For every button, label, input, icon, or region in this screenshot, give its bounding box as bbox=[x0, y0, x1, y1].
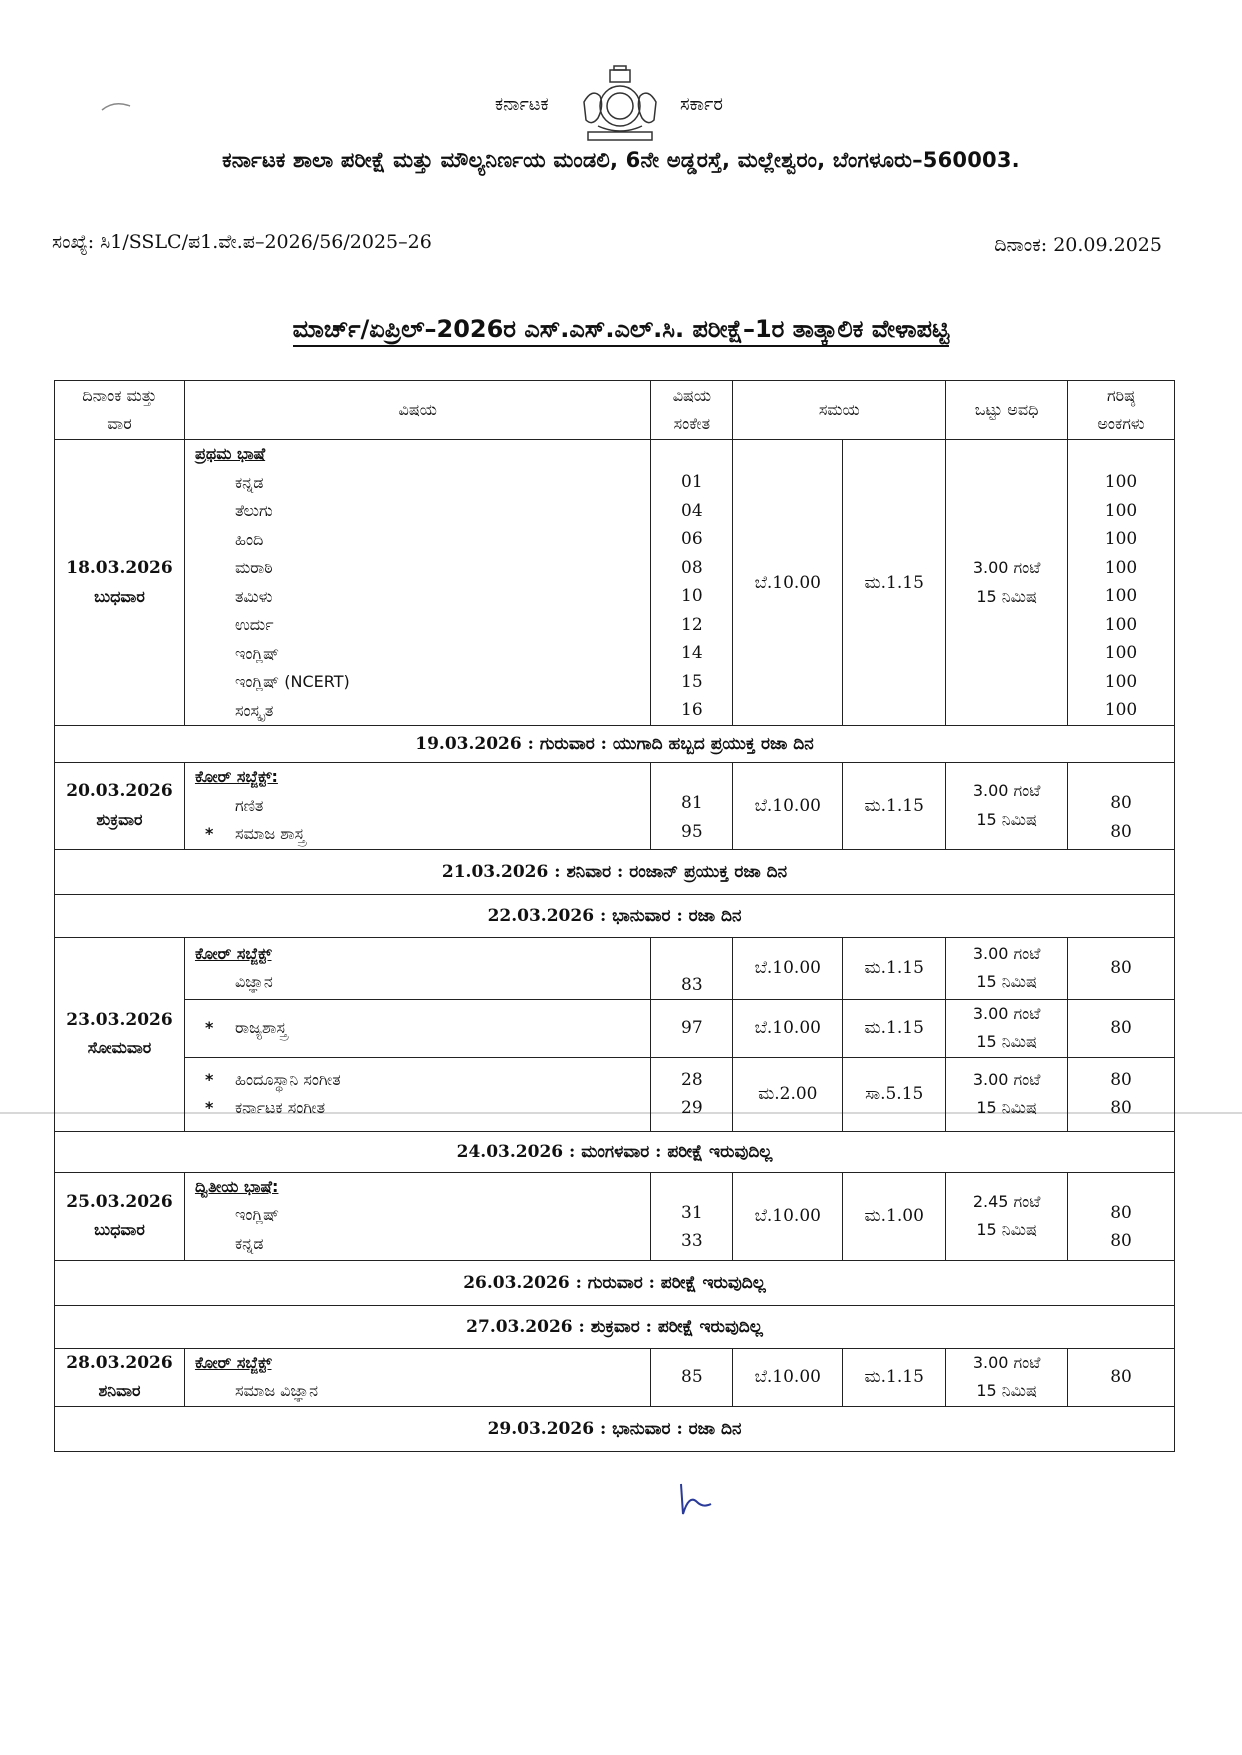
col-header-code: ವಿಷಯ ಸಂಕೇತ bbox=[651, 381, 733, 440]
signature-mark-icon bbox=[675, 1480, 715, 1520]
row-subject-cell: * ಹಿಂದೂಸ್ಥಾನಿ ಸಂಗೀತ * ಕರ್ನಾಟಕ ಸಂಗೀತ bbox=[184, 1057, 650, 1131]
row-end-time: ಮ.1.15 bbox=[843, 937, 946, 999]
row-start-time: ಬೆ.10.00 bbox=[733, 440, 843, 726]
col-header-subject: ವಿಷಯ bbox=[184, 381, 650, 440]
board-address: ಕರ್ನಾಟಕ ಶಾಲಾ ಪರೀಕ್ಷೆ ಮತ್ತು ಮೌಲ್ಯನಿರ್ಣಯ ಮಂಡಲಿ, 6ನೇ ಅಡ್ಡರಸ್ತೆ, ಮಲ್ಲೇಶ್ವರಂ, ಬೆಂಗಳೂರು–560003. bbox=[222, 148, 1020, 172]
row-code-cell: 83 bbox=[651, 937, 733, 999]
holiday-text: 27.03.2026 : ಶುಕ್ರವಾರ : ಪರೀಕ್ಷೆ ಇರುವುದಿಲ್ಲ bbox=[55, 1305, 1175, 1348]
row-date-cell: 25.03.2026 ಬುಧವಾರ bbox=[55, 1172, 185, 1260]
holiday-row bbox=[55, 1305, 1175, 1348]
row-marks-cell: 80 bbox=[1068, 999, 1175, 1057]
holiday-row bbox=[55, 849, 1175, 894]
holiday-text: 21.03.2026 : ಶನಿವಾರ : ರಂಜಾನ್ ಪ್ರಯುಕ್ತ ರಜಾ ದಿನ bbox=[55, 849, 1175, 894]
row-duration: 3.00 ಗಂಟೆ 15 ನಿಮಿಷ bbox=[946, 763, 1068, 850]
row-subject-cell: ಕೋರ್ ಸಬ್ಜೆಕ್ಟ್: ಗಣಿತ * ಸಮಾಜ ಶಾಸ್ತ್ರ bbox=[184, 763, 650, 850]
table-row bbox=[55, 440, 1175, 726]
col-header-time: ಸಮಯ bbox=[733, 381, 946, 440]
row-duration: 3.00 ಗಂಟೆ 15 ನಿಮಿಷ bbox=[946, 1348, 1068, 1406]
row-end-time: ಮ.1.15 bbox=[843, 999, 946, 1057]
page-title-text: ಮಾರ್ಚ್/ಏಪ್ರಿಲ್–2026ರ ಎಸ್.ಎಸ್.ಎಲ್.ಸಿ. ಪರೀಕ್ಷೆ–1ರ ತಾತ್ಕಾಲಿಕ ವೇಳಾಪಟ್ಟಿ bbox=[293, 315, 950, 347]
row-date-cell: 28.03.2026 ಶನಿವಾರ bbox=[55, 1348, 185, 1406]
row-marks-cell: 80 80 bbox=[1068, 763, 1175, 850]
row-subject-cell: ದ್ವಿತೀಯ ಭಾಷೆ: ಇಂಗ್ಲಿಷ್ ಕನ್ನಡ bbox=[184, 1172, 650, 1260]
col-header-max-marks: ಗರಿಷ್ಠ ಅಂಕಗಳು bbox=[1068, 381, 1175, 440]
holiday-row bbox=[55, 1260, 1175, 1305]
state-emblem-icon bbox=[574, 62, 666, 150]
row-subject-cell: ಕೋರ್ ಸಬ್ಜೆಕ್ಟ್ ವಿಜ್ಞಾನ bbox=[184, 937, 650, 999]
row-marks-cell: 80 80 bbox=[1068, 1057, 1175, 1131]
holiday-text: 29.03.2026 : ಭಾನುವಾರ : ರಜಾ ದಿನ bbox=[55, 1406, 1175, 1451]
table-row bbox=[55, 937, 1175, 999]
row-marks-cell: 80 80 bbox=[1068, 1172, 1175, 1260]
scan-mark-icon bbox=[100, 98, 134, 114]
row-start-time: ಬೆ.10.00 bbox=[733, 1172, 843, 1260]
col-header-duration: ಒಟ್ಟು ಅವಧಿ bbox=[946, 381, 1068, 440]
row-start-time: ಬೆ.10.00 bbox=[733, 763, 843, 850]
document-date: ದಿನಾಂಕ: 20.09.2025 bbox=[994, 234, 1162, 256]
row-code-cell: 28 29 bbox=[651, 1057, 733, 1131]
header-state-right: ಸರ್ಕಾರ bbox=[680, 94, 723, 115]
row-duration: 2.45 ಗಂಟೆ 15 ನಿಮಿಷ bbox=[946, 1172, 1068, 1260]
row-start-time: ಬೆ.10.00 bbox=[733, 937, 843, 999]
table-row bbox=[55, 1057, 1175, 1131]
row-date-cell: 23.03.2026 ಸೋಮವಾರ bbox=[55, 937, 185, 1131]
row-start-time: ಬೆ.10.00 bbox=[733, 1348, 843, 1406]
row-code-cell: 31 33 bbox=[651, 1172, 733, 1260]
row-end-time: ಸಾ.5.15 bbox=[843, 1057, 946, 1131]
table-header-row bbox=[55, 381, 1175, 440]
row-duration: 3.00 ಗಂಟೆ 15 ನಿಮಿಷ bbox=[946, 440, 1068, 726]
reference-number: ಸಂಖ್ಯೆ: ಸಿ1/SSLC/ಪ1.ವೇ.ಪ–2026/56/2025–26 bbox=[52, 231, 432, 253]
row-date-cell: 18.03.2026 ಬುಧವಾರ bbox=[55, 440, 185, 726]
row-end-time: ಮ.1.15 bbox=[843, 763, 946, 850]
row-end-time: ಮ.1.15 bbox=[843, 1348, 946, 1406]
row-code-cell: 81 95 bbox=[651, 763, 733, 850]
row-code-cell: 97 bbox=[651, 999, 733, 1057]
row-subject-cell: * ರಾಜ್ಯಶಾಸ್ತ್ರ bbox=[184, 999, 650, 1057]
page-title bbox=[0, 315, 1242, 343]
row-start-time: ಮ.2.00 bbox=[733, 1057, 843, 1131]
row-end-time: ಮ.1.00 bbox=[843, 1172, 946, 1260]
row-code-cell: 01 04 06 08 10 12 14 15 16 bbox=[651, 440, 733, 726]
holiday-text: 22.03.2026 : ಭಾನುವಾರ : ರಜಾ ದಿನ bbox=[55, 894, 1175, 937]
row-duration: 3.00 ಗಂಟೆ 15 ನಿಮಿಷ bbox=[946, 1057, 1068, 1131]
row-subject-cell: ಪ್ರಥಮ ಭಾಷೆ ಕನ್ನಡ ತೆಲುಗು ಹಿಂದಿ ಮರಾಠಿ ತಮಿಳು ಉರ್ದು ಇಂಗ್ಲಿಷ್ ಇಂಗ್ಲಿಷ್ (NCERT) ಸಂಸ್ಕೃತ bbox=[184, 440, 650, 726]
row-duration: 3.00 ಗಂಟೆ 15 ನಿಮಿಷ bbox=[946, 999, 1068, 1057]
row-start-time: ಬೆ.10.00 bbox=[733, 999, 843, 1057]
table-row bbox=[55, 763, 1175, 850]
col-header-date-day: ದಿನಾಂಕ ಮತ್ತು ವಾರ bbox=[55, 381, 185, 440]
row-subject-cell: ಕೋರ್ ಸಬ್ಜೆಕ್ಟ್ ಸಮಾಜ ವಿಜ್ಞಾನ bbox=[184, 1348, 650, 1406]
holiday-row bbox=[55, 1131, 1175, 1172]
table-row bbox=[55, 1172, 1175, 1260]
holiday-text: 24.03.2026 : ಮಂಗಳವಾರ : ಪರೀಕ್ಷೆ ಇರುವುದಿಲ್ಲ bbox=[55, 1131, 1175, 1172]
timetable bbox=[54, 380, 1175, 1452]
holiday-row bbox=[55, 894, 1175, 937]
holiday-row bbox=[55, 1406, 1175, 1451]
row-marks-cell: 100 100 100 100 100 100 100 100 100 bbox=[1068, 440, 1175, 726]
row-end-time: ಮ.1.15 bbox=[843, 440, 946, 726]
row-code-cell: 85 bbox=[651, 1348, 733, 1406]
header-state-left: ಕರ್ನಾಟಕ bbox=[495, 94, 549, 115]
table-row bbox=[55, 999, 1175, 1057]
row-marks-cell: 80 bbox=[1068, 1348, 1175, 1406]
row-date-cell: 20.03.2026 ಶುಕ್ರವಾರ bbox=[55, 763, 185, 850]
holiday-text: 26.03.2026 : ಗುರುವಾರ : ಪರೀಕ್ಷೆ ಇರುವುದಿಲ್ಲ bbox=[55, 1260, 1175, 1305]
row-duration: 3.00 ಗಂಟೆ 15 ನಿಮಿಷ bbox=[946, 937, 1068, 999]
holiday-text: 19.03.2026 : ಗುರುವಾರ : ಯುಗಾದಿ ಹಬ್ಬದ ಪ್ರಯುಕ್ತ ರಜಾ ದಿನ bbox=[55, 726, 1175, 763]
table-row bbox=[55, 1348, 1175, 1406]
holiday-row bbox=[55, 726, 1175, 763]
row-marks-cell: 80 bbox=[1068, 937, 1175, 999]
